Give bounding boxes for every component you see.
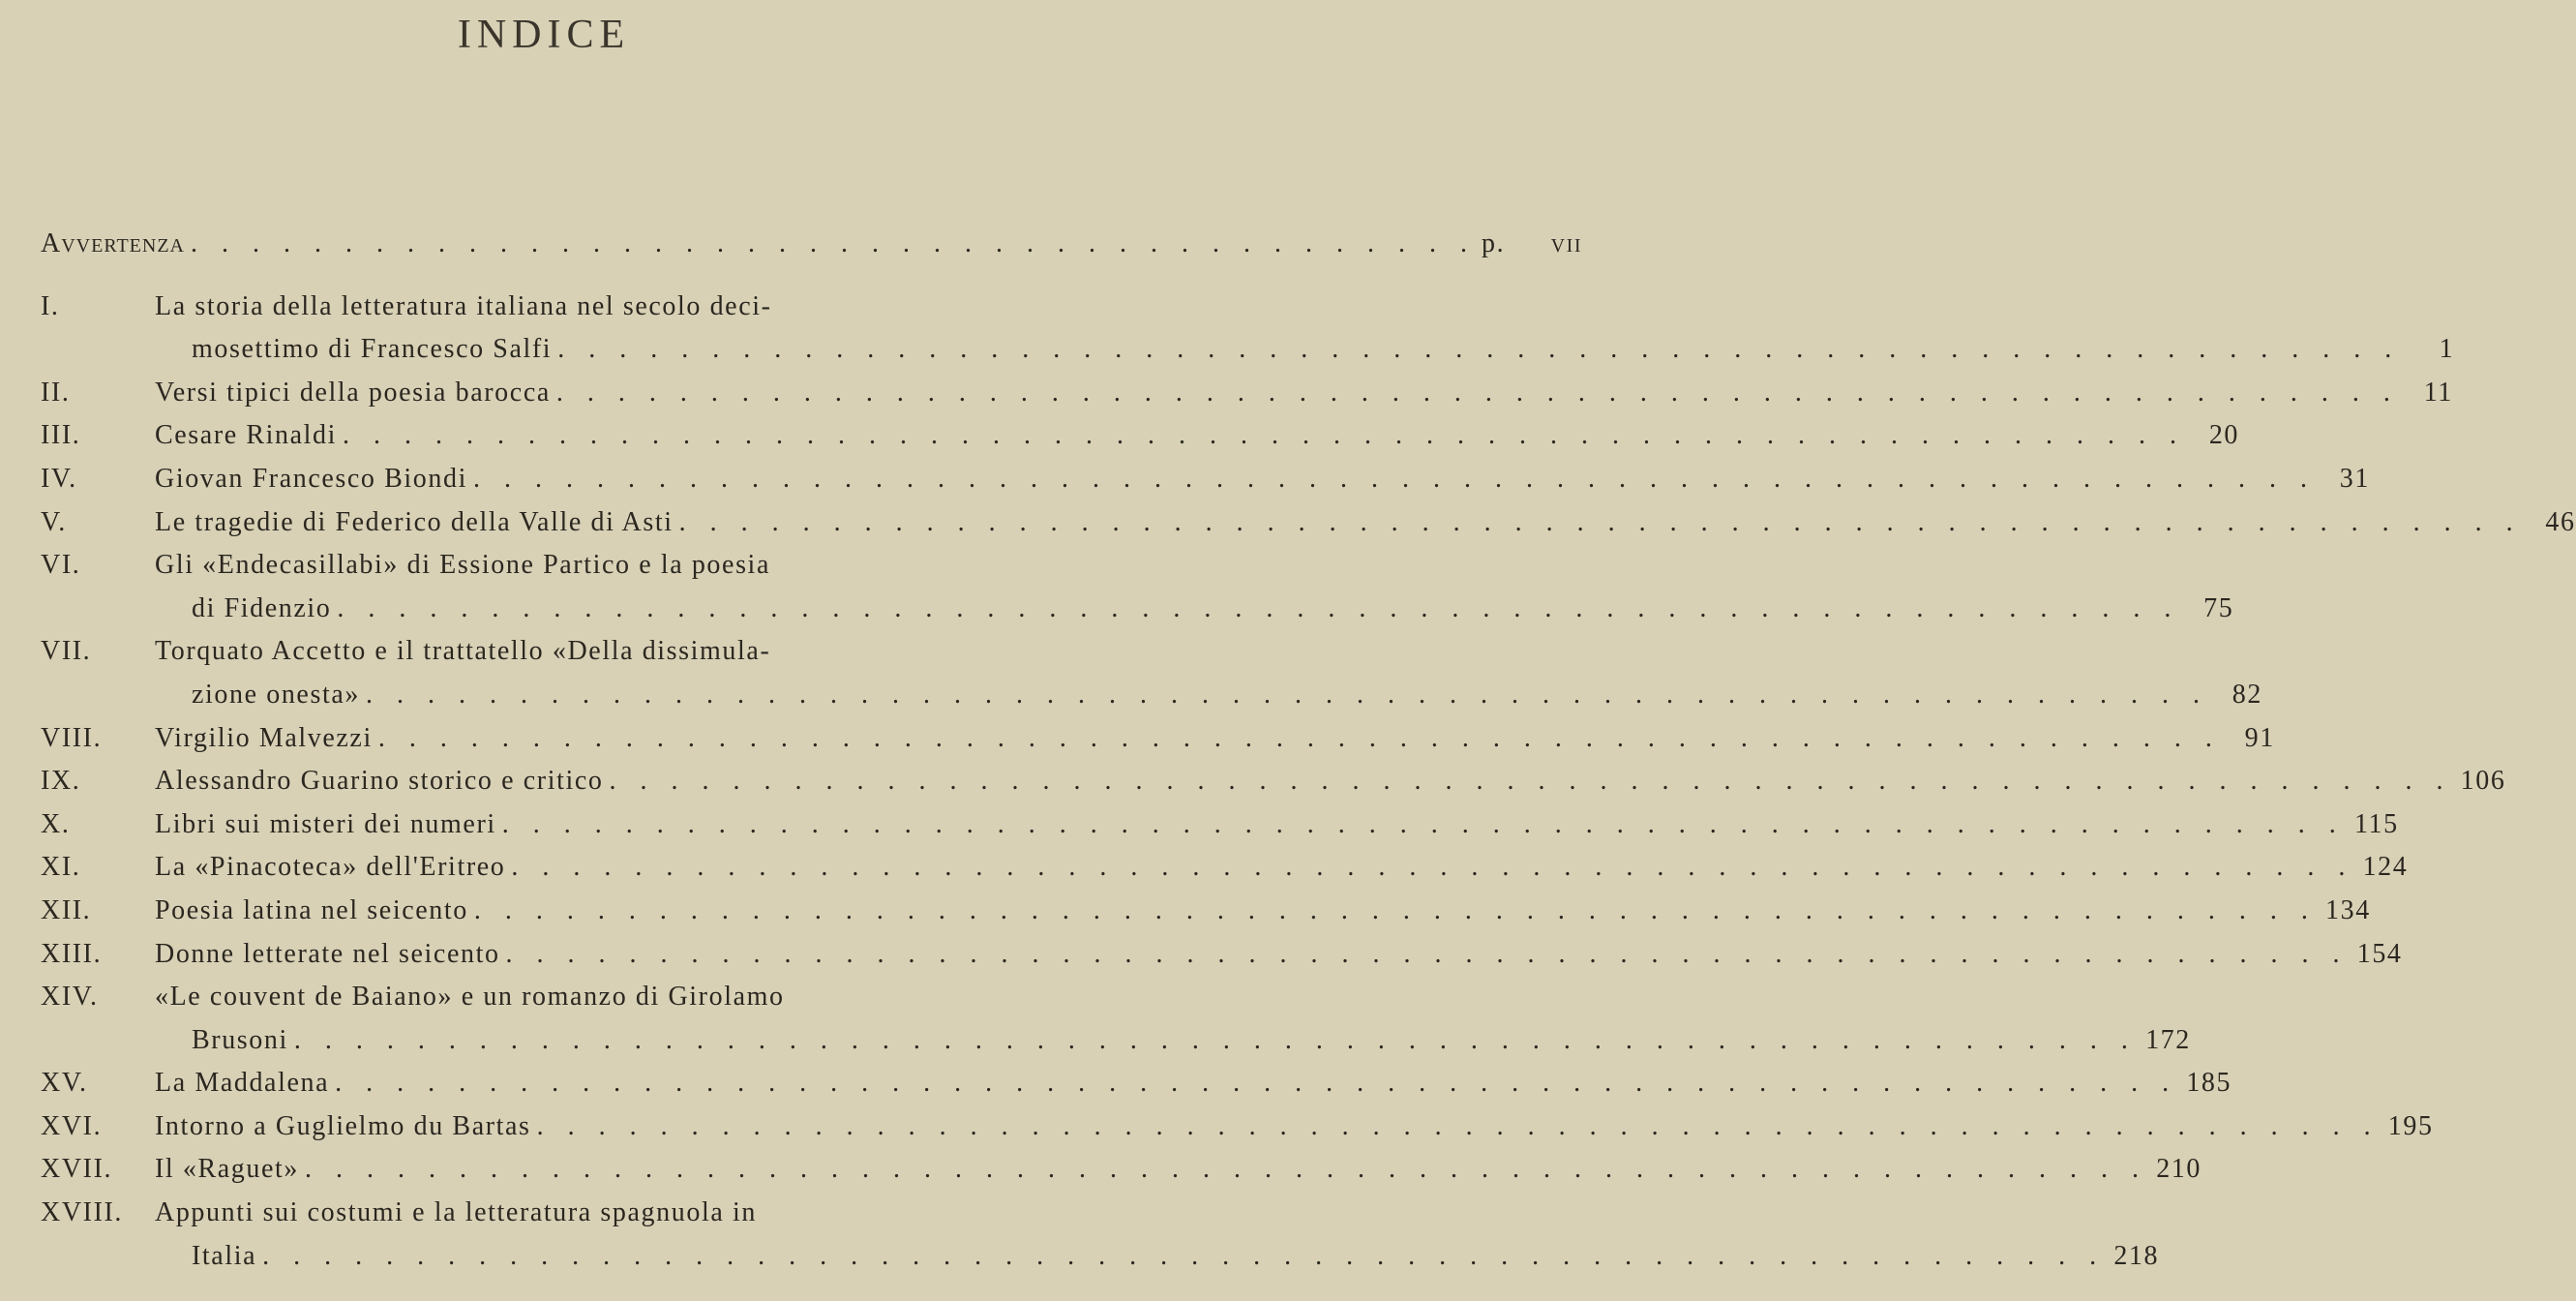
page-number: 218 bbox=[2113, 1240, 2160, 1271]
dot-leader: . . . . . . . . . . . . . . . . . . . . . . . . . . . . . . . . . . . . . . . . . . . . . . . . . . . . . . . . . . . . bbox=[262, 1240, 2106, 1271]
entry-title: Gli «Endecasillabi» di Essione Partico e la poesia bbox=[155, 550, 770, 581]
page-number: 154 bbox=[2356, 938, 2403, 969]
chapter-number: VII. bbox=[41, 636, 92, 667]
page-number: 1 bbox=[2439, 334, 2455, 365]
toc-line bbox=[41, 760, 2506, 803]
toc-line bbox=[41, 544, 1047, 588]
toc-line bbox=[41, 1019, 2191, 1063]
chapter-number: XVIII. bbox=[41, 1197, 124, 1228]
toc-entry bbox=[41, 544, 2234, 630]
entry-title: Alessandro Guarino storico e critico bbox=[155, 766, 604, 797]
dot-leader: . . . . . . . . . . . . . . . . . . . . . . . . . . . . . . . . . . . . . . . . . . . . . . . . . . . . . . . . . . . . bbox=[555, 377, 2399, 408]
toc-line bbox=[41, 717, 2275, 761]
entry-title: Virgilio Malvezzi bbox=[155, 722, 373, 753]
toc-entry bbox=[41, 1105, 2434, 1149]
entry-title: Cesare Rinaldi bbox=[155, 420, 338, 451]
chapter-number: I. bbox=[41, 290, 60, 321]
page-number: 20 bbox=[2208, 420, 2240, 451]
chapter-number: X. bbox=[41, 808, 71, 839]
toc-line bbox=[41, 458, 2370, 501]
toc-line bbox=[41, 1192, 1047, 1235]
toc-line bbox=[41, 588, 2234, 631]
entry-title: La Maddalena bbox=[155, 1068, 330, 1099]
entry-title: di Fidenzio bbox=[192, 592, 332, 623]
page-number: 75 bbox=[2203, 592, 2234, 623]
chapter-number: XVII. bbox=[41, 1154, 113, 1185]
toc-entry bbox=[41, 372, 2453, 415]
toc-entry bbox=[41, 933, 2403, 977]
page-number: 106 bbox=[2460, 766, 2506, 797]
toc-line bbox=[41, 1148, 2202, 1192]
toc-entry bbox=[41, 286, 2455, 372]
entry-title: La storia della letteratura italiana nel secolo deci- bbox=[155, 290, 772, 321]
entry-title: zione onesta» bbox=[192, 679, 360, 710]
chapter-number: VI. bbox=[41, 550, 81, 581]
entry-title: Italia bbox=[192, 1240, 257, 1271]
toc-entry bbox=[41, 717, 2275, 761]
toc-line bbox=[41, 501, 2576, 545]
toc-line bbox=[41, 1062, 2232, 1105]
page-number: 31 bbox=[2339, 463, 2370, 494]
toc-line bbox=[41, 328, 2455, 372]
page-number: vii bbox=[1550, 228, 1583, 258]
toc-line bbox=[41, 890, 2371, 933]
toc-line bbox=[41, 803, 2399, 847]
chapter-number: XVI. bbox=[41, 1110, 103, 1141]
page-number: 46 bbox=[2545, 506, 2576, 537]
entry-title: Libri sui misteri dei numeri bbox=[155, 808, 496, 839]
chapter-number: XV. bbox=[41, 1068, 88, 1099]
page-number: 91 bbox=[2244, 722, 2275, 753]
entry-title: Poesia latina nel seicento bbox=[155, 894, 468, 925]
entry-title: Donne letterate nel seicento bbox=[155, 938, 500, 969]
toc-entry bbox=[41, 1148, 2202, 1192]
dot-leader: . . . . . . . . . . . . . . . . . . . . . . . . . . . . . . . . . . . . . . . . . . bbox=[191, 228, 1476, 258]
dot-leader: . . . . . . . . . . . . . . . . . . . . . . . . . . . . . . . . . . . . . . . . . . . . . . . . . . . . . . . . . . . . bbox=[335, 1068, 2178, 1099]
toc-entry bbox=[41, 1062, 2232, 1105]
toc-line bbox=[41, 1235, 2160, 1279]
entry-title: Le tragedie di Federico della Valle di Asti bbox=[155, 506, 674, 537]
toc-line bbox=[41, 674, 2262, 717]
toc-line bbox=[41, 286, 1047, 329]
chapter-number: III. bbox=[41, 420, 81, 451]
dot-leader: . . . . . . . . . . . . . . . . . . . . . . . . . . . . . . . . . . . . . . . . . . . . . . . . . . . . . . . . . . . . bbox=[365, 679, 2208, 710]
dot-leader: . . . . . . . . . . . . . . . . . . . . . . . . . . . . . . . . . . . . . . . . . . . . . . . . . . . . . . . . . . . . bbox=[305, 1154, 2148, 1185]
page-prefix: p. bbox=[1482, 228, 1506, 258]
page-number: 124 bbox=[2362, 852, 2409, 883]
dot-leader: . . . . . . . . . . . . . . . . . . . . . . . . . . . . . . . . . . . . . . . . . . . . . . . . . . . . . . . . . . . . bbox=[293, 1024, 2137, 1055]
toc-entry bbox=[41, 760, 2506, 803]
entry-title: Brusoni bbox=[192, 1024, 288, 1055]
page-number: 210 bbox=[2156, 1154, 2202, 1185]
entry-title: Il «Raguet» bbox=[155, 1154, 300, 1185]
dot-leader: . . . . . . . . . . . . . . . . . . . . . . . . . . . . . . . . . . . . . . . . . . . . . . . . . . . . . . . . . . . . bbox=[511, 852, 2354, 883]
toc-entry bbox=[41, 458, 2370, 501]
dot-leader: . . . . . . . . . . . . . . . . . . . . . . . . . . . . . . . . . . . . . . . . . . . . . . . . . . . . . . . . . . . . bbox=[501, 808, 2345, 839]
toc-entry bbox=[41, 846, 2409, 890]
chapter-number: XI. bbox=[41, 852, 81, 883]
dot-leader: . . . . . . . . . . . . . . . . . . . . . . . . . . . . . . . . . . . . . . . . . . . . . . . . . . . . . . . . . . . . bbox=[472, 463, 2316, 494]
dot-leader: . . . . . . . . . . . . . . . . . . . . . . . . . . . . . . . . . . . . . . . . . . . . . . . . . . . . . . . . . . . . bbox=[377, 722, 2221, 753]
toc-line bbox=[41, 976, 1047, 1019]
dot-leader: . . . . . . . . . . . . . . . . . . . . . . . . . . . . . . . . . . . . . . . . . . . . . . . . . . . . . . . . . . . . bbox=[343, 420, 2186, 451]
page-number: 195 bbox=[2387, 1110, 2434, 1141]
chapter-number: IX. bbox=[41, 766, 81, 797]
toc-line bbox=[41, 933, 2403, 977]
toc-line bbox=[41, 630, 1047, 674]
toc-entry bbox=[41, 890, 2371, 933]
entry-title: Appunti sui costumi e la letteratura spagnuola in bbox=[155, 1197, 757, 1228]
toc-entry bbox=[41, 501, 2576, 545]
dot-leader: . . . . . . . . . . . . . . . . . . . . . . . . . . . . . . . . . . . . . . . . . . . . . . . . . . . . . . . . . . . . bbox=[536, 1110, 2380, 1141]
page-number: 115 bbox=[2353, 808, 2399, 839]
toc-line bbox=[41, 846, 2409, 890]
entry-title: Avvertenza bbox=[41, 228, 185, 258]
dot-leader: . . . . . . . . . . . . . . . . . . . . . . . . . . . . . . . . . . . . . . . . . . . . . . . . . . . . . . . . . . . . bbox=[473, 894, 2317, 925]
entry-title: La «Pinacoteca» dell'Eritreo bbox=[155, 852, 506, 883]
page-number: 134 bbox=[2325, 894, 2371, 925]
page-title: INDICE bbox=[457, 13, 631, 57]
page-number: 172 bbox=[2145, 1024, 2191, 1055]
toc-entry bbox=[41, 1192, 2160, 1278]
entry-title: Versi tipici della poesia barocca bbox=[155, 377, 551, 408]
chapter-number: VIII. bbox=[41, 722, 103, 753]
entry-title: Giovan Francesco Biondi bbox=[155, 463, 467, 494]
table-of-contents bbox=[41, 223, 2576, 1278]
entry-title: Intorno a Guglielmo du Bartas bbox=[155, 1110, 531, 1141]
dot-leader: . . . . . . . . . . . . . . . . . . . . . . . . . . . . . . . . . . . . . . . . . . . . . . . . . . . . . . . . . . . . bbox=[557, 334, 2401, 365]
toc-line bbox=[41, 372, 2453, 415]
chapter-number: IV. bbox=[41, 463, 77, 494]
chapter-number: V. bbox=[41, 506, 67, 537]
toc-line bbox=[41, 414, 2240, 458]
chapter-number: XIV. bbox=[41, 982, 99, 1013]
chapter-number: XIII. bbox=[41, 938, 103, 969]
chapter-number: XII. bbox=[41, 894, 92, 925]
dot-leader: . . . . . . . . . . . . . . . . . . . . . . . . . . . . . . . . . . . . . . . . . . . . . . . . . . . . . . . . . . . . bbox=[505, 938, 2349, 969]
toc-entry bbox=[41, 414, 2240, 458]
toc-entry-avvertenza bbox=[41, 223, 1583, 266]
dot-leader: . . . . . . . . . . . . . . . . . . . . . . . . . . . . . . . . . . . . . . . . . . . . . . . . . . . . . . . . . . . . bbox=[609, 766, 2452, 797]
toc-entry bbox=[41, 976, 2191, 1062]
entry-title: «Le couvent de Baiano» e un romanzo di Girolamo bbox=[155, 982, 785, 1013]
page-number: 11 bbox=[2423, 377, 2453, 408]
toc-entry bbox=[41, 630, 2262, 716]
dot-leader: . . . . . . . . . . . . . . . . . . . . . . . . . . . . . . . . . . . . . . . . . . . . . . . . . . . . . . . . . . . . bbox=[678, 506, 2522, 537]
toc-entry bbox=[41, 803, 2399, 847]
page-number: 185 bbox=[2186, 1068, 2232, 1099]
page-number: 82 bbox=[2232, 679, 2262, 710]
toc-line bbox=[41, 1105, 2434, 1149]
entry-title: mosettimo di Francesco Salfi bbox=[192, 334, 553, 365]
entry-title: Torquato Accetto e il trattatello «Della dissimula- bbox=[155, 636, 771, 667]
chapter-number: II. bbox=[41, 377, 71, 408]
dot-leader: . . . . . . . . . . . . . . . . . . . . . . . . . . . . . . . . . . . . . . . . . . . . . . . . . . . . . . . . . . . . bbox=[337, 592, 2180, 623]
